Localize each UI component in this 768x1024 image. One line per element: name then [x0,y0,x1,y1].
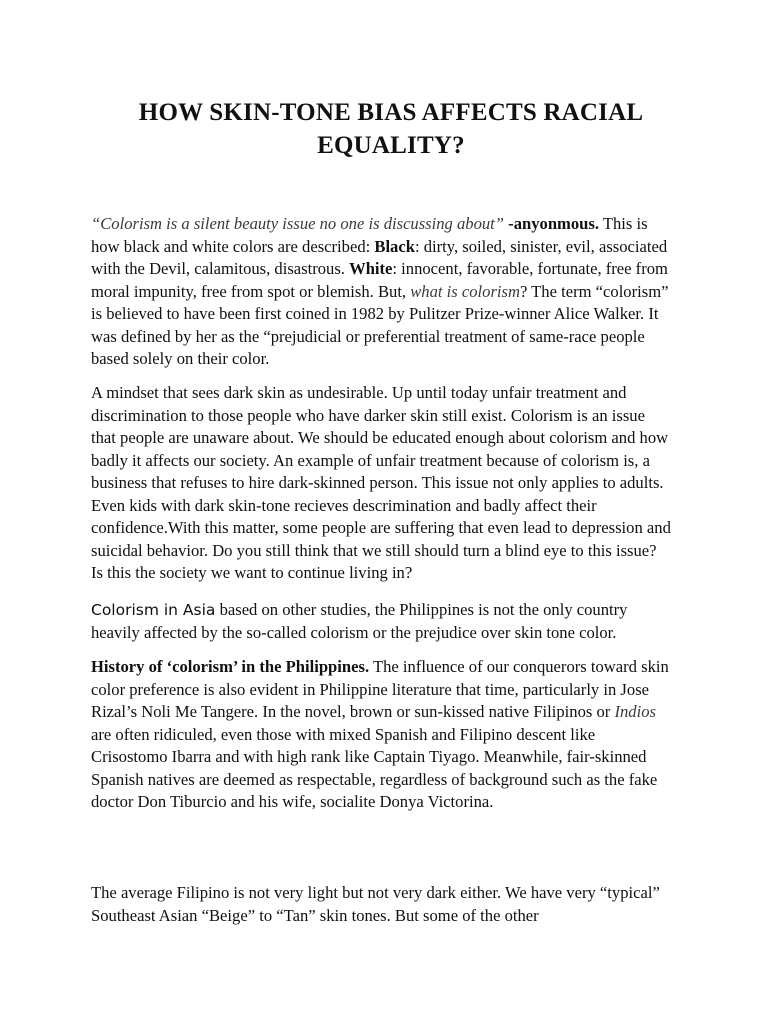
intro-text-2: : dirty, soiled, sinister, evil, associated with the Devil, calamitous, disastrous. [91,236,668,278]
intro-text-3: : innocent, favorable, fortunate, free from moral impunity, free from spot or blemish. But, [91,259,668,301]
colorism-in-asia-heading: Colorism in Asia [91,601,216,619]
paragraph-average-filipino: The average Filipino is not very light but not very dark either. We have very “typical” Southeast Asian “Beige” to “Tan” skin tones. But some of the other [91,883,660,925]
colorism-asia-text: based on other studies, the Philippines is not the only country heavily affected by the so-called colorism or the prejudice over skin tone color. [91,600,628,642]
history-text-2: are often ridiculed, even those with mixed Spanish and Filipino descent like Crisostomo Ibarra and with high rank like Captain Tiyago. Meanwhile, fair-skinned Spanish natives are deemed as respectable, regardless of background such as the fake doctor Don Tiburcio and his wife, socialite Donya Victorina. [91,724,658,811]
history-text-1: The influence of our conquerors toward skin color preference is also evident in Philippine literature that time, particularly in Jose Rizal’s Noli Me Tangere. In the novel, brown or sun-kissed native Filipinos or [91,657,669,721]
paragraph-intro [91,213,671,371]
what-is-colorism: what is colorism [410,281,520,301]
paragraph-colorism-asia [91,599,671,644]
title-line-1: HOW SKIN-TONE BIAS AFFECTS RACIAL [138,99,644,126]
history-heading: History of ‘colorism’ in the Philippines. [91,657,370,676]
black-label: Black [374,236,415,256]
paragraph-mindset: A mindset that sees dark skin as undesirable. Up until today unfair treatment and discrimination to those people who have darker skin still exist. Colorism is an issue that people are unaware about. We should be educated enough about colorism and how badly it affects our society. An example of unfair treatment because of colorism is, a business that refuses to hire dark-skinned person. This issue not only applies to adults. Even kids with dark skin-tone recieves descrimination and badly affect their confidence.With this matter, some people are suffering that even lead to depression and suicidal behavior. Do you still think that we still should turn a blind eye to this issue? Is this the society we want to continue living in? [91,383,671,582]
intro-text-1: This is how black and white colors are described: [91,214,648,256]
document-title [91,96,691,162]
white-label: White [349,259,393,278]
intro-text-4: ? The term “colorism” is believed to have been first coined in 1982 by Pulitzer Prize-winner Alice Walker. It was defined by her as the “prejudicial or preferential treatment of same-race people based solely on their color. [91,281,669,368]
indios-term: Indios [614,702,656,721]
title-line-2: EQUALITY? [317,132,465,159]
opening-quote: “Colorism is a silent beauty issue no one is discussing about” [91,214,505,233]
quote-author: -anyonmous. [504,214,600,233]
paragraph-history [91,656,671,814]
